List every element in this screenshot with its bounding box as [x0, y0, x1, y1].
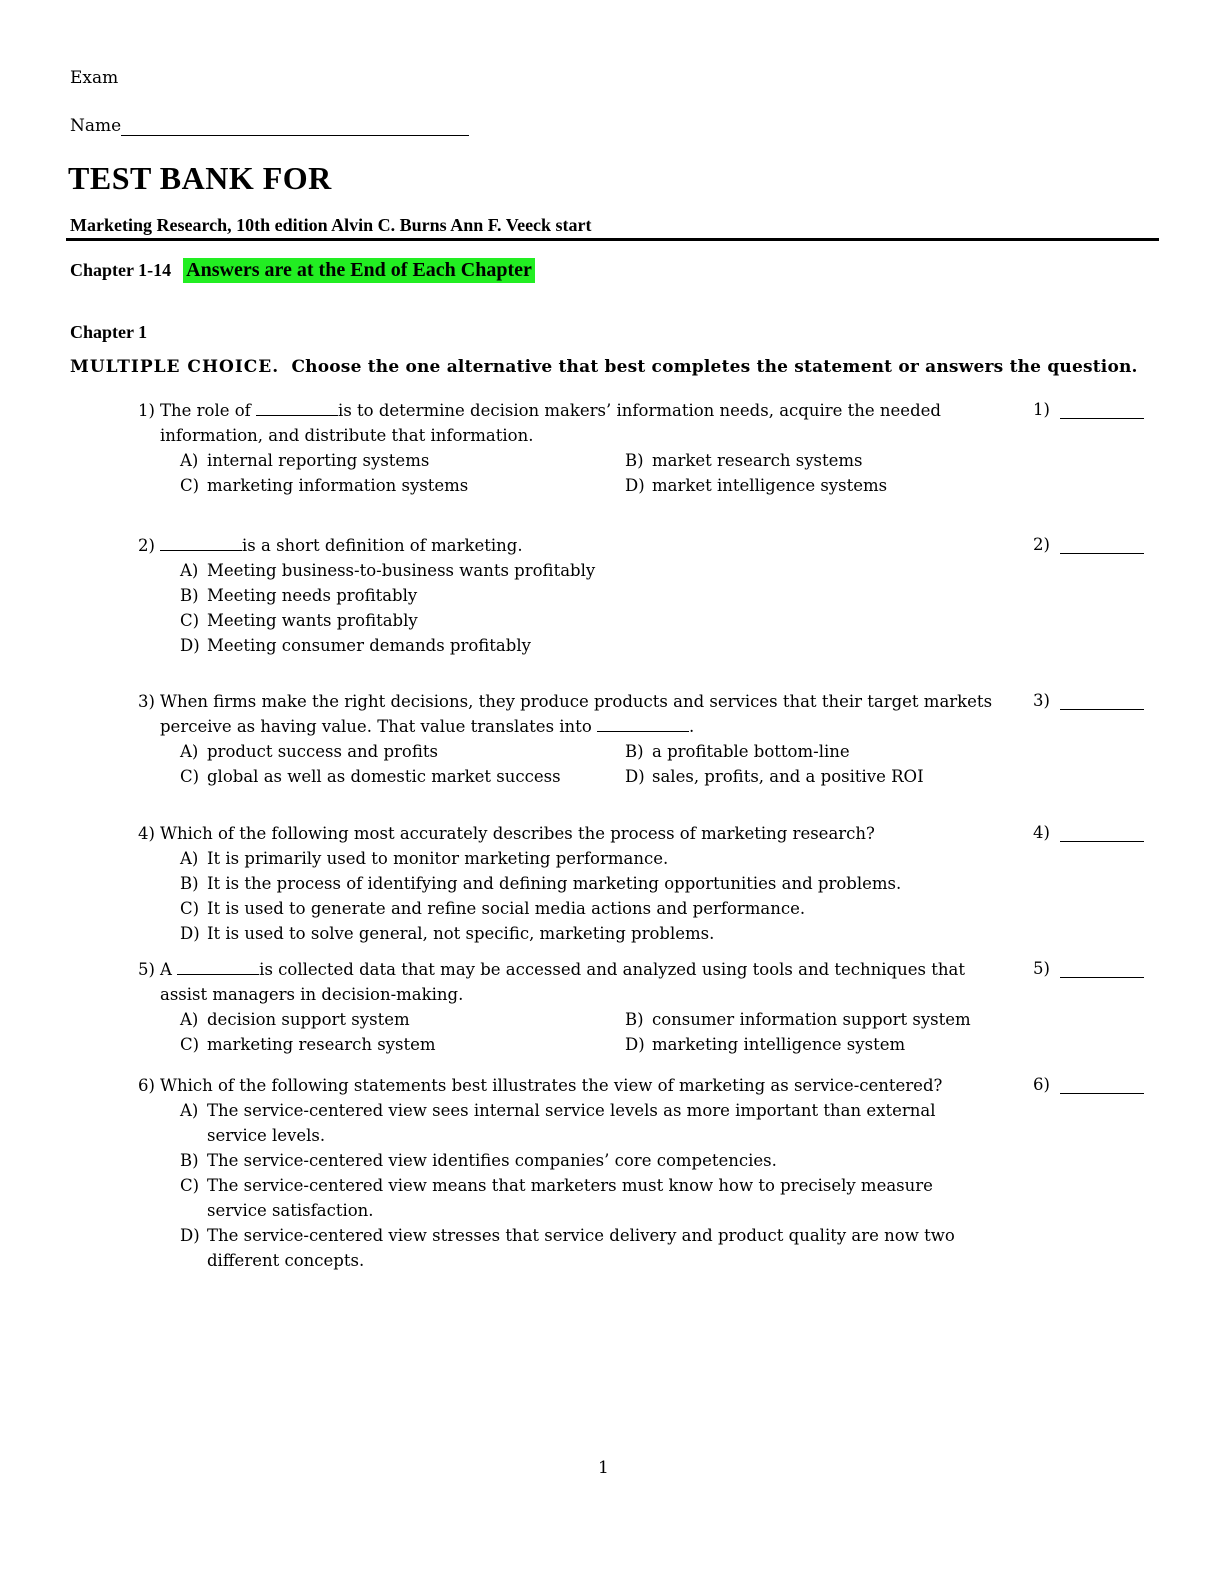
- option-letter: D): [180, 636, 200, 655]
- answers-note-highlight: Answers are at the End of Each Chapter: [183, 258, 535, 283]
- option-letter: D): [625, 476, 645, 495]
- option-c[interactable]: [180, 896, 1008, 921]
- option-text: The service-centered view sees internal service levels as more important than external service levels.: [207, 1101, 936, 1145]
- answer-label: 6): [1033, 1075, 1050, 1094]
- question-stem: [138, 689, 1008, 739]
- stem-post: is a short definition of marketing.: [242, 536, 523, 555]
- question-text: [160, 533, 1008, 558]
- answer-slot-5: [1033, 959, 1144, 978]
- option-letter: D): [180, 1226, 200, 1245]
- question-text: [160, 957, 1008, 1007]
- option-text: global as well as domestic market success: [207, 767, 561, 786]
- option-text: The service-centered view means that marketers must know how to precisely measure service satisfaction.: [207, 1176, 933, 1220]
- question-text: [160, 689, 1008, 739]
- option-text: marketing research system: [207, 1035, 436, 1054]
- answer-slot-1: [1033, 400, 1144, 419]
- option-letter: B): [180, 1151, 199, 1170]
- option-text: market intelligence systems: [652, 476, 888, 495]
- option-c[interactable]: [180, 1173, 950, 1223]
- option-a[interactable]: [180, 558, 1008, 583]
- option-a[interactable]: [180, 739, 625, 764]
- option-text: a profitable bottom-line: [652, 742, 850, 761]
- option-text: Meeting business-to-business wants profitably: [207, 561, 596, 580]
- question-number: 6): [138, 1076, 155, 1095]
- option-letter: D): [625, 1035, 645, 1054]
- option-text: Meeting needs profitably: [207, 586, 418, 605]
- answer-label: 1): [1033, 400, 1050, 419]
- answer-label: 2): [1033, 535, 1050, 554]
- answer-slot-2: [1033, 535, 1144, 554]
- option-d[interactable]: [180, 921, 1008, 946]
- question-number: 5): [138, 960, 155, 979]
- option-letter: A): [180, 561, 199, 580]
- page-number: 1: [598, 1458, 609, 1478]
- fill-blank: [597, 717, 689, 732]
- option-b[interactable]: [180, 1148, 990, 1173]
- answer-blank[interactable]: [1060, 827, 1144, 842]
- option-text: It is used to generate and refine social media actions and performance.: [207, 899, 806, 918]
- options-grid: [180, 739, 1008, 789]
- option-c[interactable]: [180, 764, 625, 789]
- question-number: 3): [138, 692, 155, 711]
- question-stem: [138, 821, 1008, 846]
- option-text: decision support system: [207, 1010, 410, 1029]
- option-text: It is the process of identifying and defining marketing opportunities and problems.: [207, 874, 902, 893]
- stem-pre: A: [160, 960, 178, 979]
- question-text: Which of the following statements best illustrates the view of marketing as service-centered?: [160, 1076, 943, 1095]
- option-d[interactable]: [625, 473, 1045, 498]
- answer-blank[interactable]: [1060, 695, 1144, 710]
- stem-pre: The role of: [160, 401, 257, 420]
- option-c[interactable]: [180, 1032, 625, 1057]
- stem-continued: assist managers in decision-making.: [160, 985, 464, 1004]
- stem-continued: [160, 714, 1008, 739]
- option-b[interactable]: [180, 871, 1008, 896]
- chapters-row: [70, 258, 535, 283]
- mc-instruction-lead: MULTIPLE CHOICE.: [70, 357, 280, 377]
- option-letter: C): [180, 611, 200, 630]
- answer-slot-4: [1033, 823, 1144, 842]
- option-text: marketing intelligence system: [652, 1035, 906, 1054]
- option-letter: C): [180, 767, 200, 786]
- options-list: [180, 558, 1008, 658]
- option-c[interactable]: [180, 473, 625, 498]
- stem-post: is collected data that may be accessed and analyzed using tools and techniques that: [259, 960, 965, 979]
- option-letter: A): [180, 1010, 199, 1029]
- option-b[interactable]: [180, 583, 1008, 608]
- question-5: [138, 957, 1008, 1057]
- option-b[interactable]: [625, 448, 1045, 473]
- question-2: [138, 533, 1008, 658]
- options-list: [180, 1098, 990, 1273]
- stem-post: .: [689, 717, 695, 736]
- exam-label: Exam: [70, 68, 119, 88]
- answer-label: 4): [1033, 823, 1050, 842]
- name-blank-field[interactable]: [121, 117, 469, 136]
- answer-blank[interactable]: [1060, 963, 1144, 978]
- fill-blank: [256, 401, 338, 416]
- stem-post: is to determine decision makers’ information needs, acquire the needed: [338, 401, 941, 420]
- option-text: consumer information support system: [652, 1010, 971, 1029]
- option-text: marketing information systems: [207, 476, 469, 495]
- answer-slot-3: [1033, 691, 1144, 710]
- chapter-heading: Chapter 1: [70, 322, 148, 342]
- header-divider: [66, 238, 1159, 241]
- answer-label: 3): [1033, 691, 1050, 710]
- option-letter: B): [625, 451, 644, 470]
- fill-blank: [177, 960, 259, 975]
- option-text: Meeting wants profitably: [207, 611, 418, 630]
- question-stem: [138, 1073, 1008, 1098]
- question-number: 4): [138, 824, 155, 843]
- mc-instruction: [70, 357, 1138, 377]
- option-letter: A): [180, 742, 199, 761]
- option-letter: A): [180, 849, 199, 868]
- option-letter: B): [625, 742, 644, 761]
- option-letter: B): [180, 586, 199, 605]
- question-number: 2): [138, 536, 155, 555]
- option-d[interactable]: [625, 1032, 1045, 1057]
- option-a[interactable]: [180, 448, 625, 473]
- options-grid: [180, 448, 1008, 498]
- question-stem: [138, 957, 1008, 1007]
- option-letter: A): [180, 1101, 199, 1120]
- question-stem: [138, 398, 1008, 448]
- option-text: Meeting consumer demands profitably: [207, 636, 531, 655]
- option-d[interactable]: [180, 633, 1008, 658]
- option-letter: C): [180, 1035, 200, 1054]
- option-letter: D): [180, 924, 200, 943]
- test-bank-title: TEST BANK FOR: [68, 160, 332, 196]
- option-text: The service-centered view identifies companies’ core competencies.: [207, 1151, 777, 1170]
- book-subtitle: Marketing Research, 10th edition Alvin C. Burns Ann F. Veeck start: [70, 215, 592, 235]
- question-6: [138, 1073, 1008, 1273]
- name-row: [70, 116, 469, 136]
- question-number: 1): [138, 401, 155, 420]
- option-d[interactable]: [180, 1223, 970, 1273]
- mc-instruction-text: Choose the one alternative that best completes the statement or answers the question.: [291, 357, 1138, 377]
- answer-blank[interactable]: [1060, 539, 1144, 554]
- question-stem: [138, 533, 1008, 558]
- option-c[interactable]: [180, 608, 1008, 633]
- stem-line1: When firms make the right decisions, they produce products and services that their target markets: [160, 692, 993, 711]
- question-4: [138, 821, 1008, 946]
- option-letter: A): [180, 451, 199, 470]
- option-text: sales, profits, and a positive ROI: [652, 767, 924, 786]
- option-text: product success and profits: [207, 742, 438, 761]
- name-label: Name: [70, 116, 122, 136]
- option-letter: C): [180, 899, 200, 918]
- option-letter: C): [180, 476, 200, 495]
- option-text: The service-centered view stresses that service delivery and product quality are now two different concepts.: [207, 1226, 955, 1270]
- answer-blank[interactable]: [1060, 1079, 1144, 1094]
- answer-slot-6: [1033, 1075, 1144, 1094]
- option-text: It is primarily used to monitor marketing performance.: [207, 849, 669, 868]
- stem-continued: information, and distribute that information.: [160, 426, 534, 445]
- question-1: [138, 398, 1008, 498]
- answer-label: 5): [1033, 959, 1050, 978]
- question-text: Which of the following most accurately describes the process of marketing research?: [160, 824, 875, 843]
- option-a[interactable]: [180, 846, 1008, 871]
- option-d[interactable]: [625, 764, 1045, 789]
- question-3: [138, 689, 1008, 789]
- stem-pre: perceive as having value. That value translates into: [160, 717, 597, 736]
- option-text: market research systems: [652, 451, 863, 470]
- option-text: It is used to solve general, not specific, marketing problems.: [207, 924, 715, 943]
- answer-blank[interactable]: [1060, 404, 1144, 419]
- option-letter: B): [625, 1010, 644, 1029]
- option-letter: D): [625, 767, 645, 786]
- options-grid: [180, 1007, 1008, 1057]
- option-b[interactable]: [625, 1007, 1045, 1032]
- question-text: [160, 398, 1008, 448]
- option-letter: C): [180, 1176, 200, 1195]
- option-b[interactable]: [625, 739, 1045, 764]
- option-a[interactable]: [180, 1098, 990, 1148]
- option-letter: B): [180, 874, 199, 893]
- fill-blank: [160, 536, 242, 551]
- chapters-label: Chapter 1-14: [70, 260, 172, 280]
- option-text: internal reporting systems: [207, 451, 430, 470]
- option-a[interactable]: [180, 1007, 625, 1032]
- options-list: [180, 846, 1008, 946]
